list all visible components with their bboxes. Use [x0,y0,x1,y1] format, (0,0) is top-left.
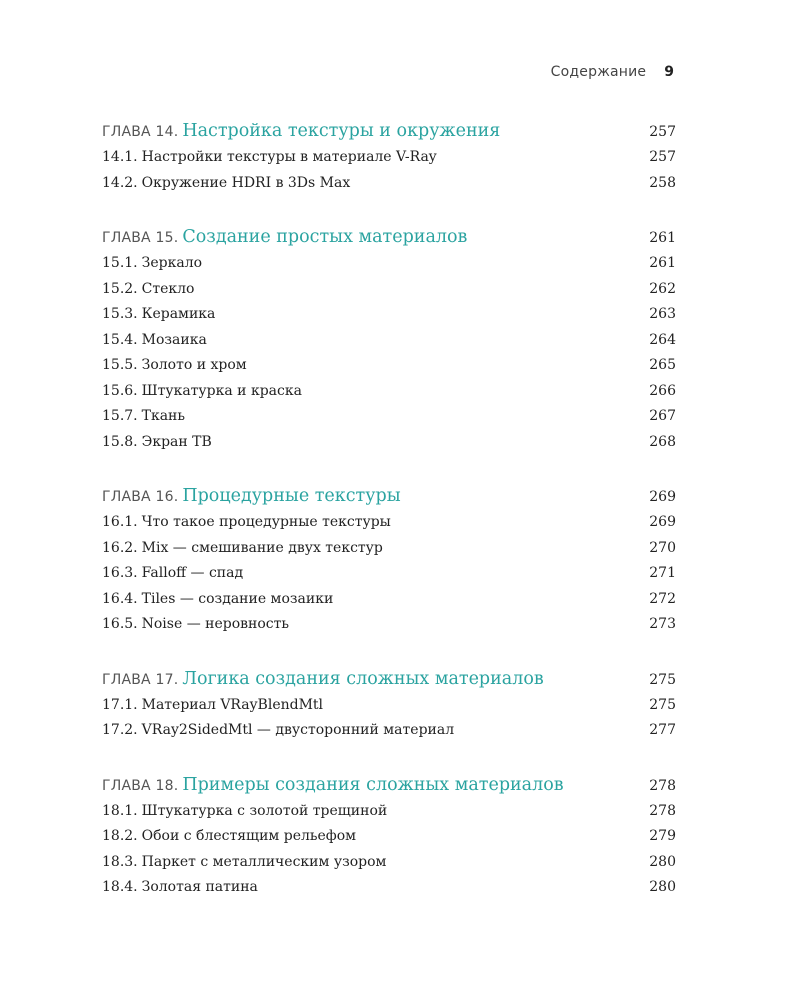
section-title: Зеркало [141,255,203,271]
section-page-number: 277 [649,722,676,738]
section-page-number: 271 [649,565,676,581]
section-number: 15.4. [102,331,138,348]
chapter-block [102,666,676,744]
section-entry[interactable] [102,824,676,850]
section-entry[interactable] [102,612,676,638]
section-heading [102,561,243,587]
section-heading [102,824,356,850]
section-page-number: 267 [649,408,676,424]
chapter-block [102,118,676,196]
section-heading [102,145,437,171]
section-title: Штукатурка с золотой трещиной [141,802,388,819]
section-entry[interactable] [102,799,676,825]
section-number: 17.1. [102,696,138,713]
section-page-number: 261 [649,255,676,271]
chapter-entry[interactable] [102,772,676,799]
section-heading [102,302,215,328]
section-page-number: 268 [649,433,676,450]
section-entry[interactable] [102,302,676,328]
section-page-number: 262 [649,280,676,297]
section-entry[interactable] [102,430,676,456]
section-entry[interactable] [102,536,676,562]
chapter-entry[interactable] [102,483,676,510]
section-heading [102,612,289,638]
chapter-block [102,483,676,638]
section-title: Noise — неровность [141,616,290,632]
section-heading [102,171,350,197]
section-number: 16.3. [102,565,138,581]
section-heading [102,353,247,379]
section-title: Золотая патина [141,879,258,895]
section-entry[interactable] [102,510,676,536]
section-page-number: 258 [649,174,676,191]
section-entry[interactable] [102,277,676,303]
section-entry[interactable] [102,587,676,613]
running-head [551,64,674,80]
section-page-number: 266 [649,382,676,399]
section-page-number: 263 [649,306,676,322]
section-entry[interactable] [102,850,676,876]
section-number: 18.1. [102,802,138,819]
chapter-heading [102,483,401,511]
section-title: Мозаика [141,331,207,348]
section-title: Штукатурка и краска [141,382,302,399]
section-entry[interactable] [102,693,676,719]
table-of-contents [102,118,676,929]
section-entry[interactable] [102,251,676,277]
chapter-page-number: 275 [649,671,676,688]
section-entry[interactable] [102,171,676,197]
section-title: Ткань [141,408,186,424]
chapter-label: ГЛАВА 17. [102,671,179,688]
section-number: 15.7. [102,408,138,424]
section-page-number: 278 [649,802,676,819]
chapter-title: Настройка текстуры и окружения [182,121,501,141]
section-title: Стекло [141,280,195,297]
chapter-heading [102,666,544,694]
page-number: 9 [664,64,674,80]
section-title: VRay2SidedMtl — двусторонний материал [141,722,455,738]
chapter-block [102,772,676,901]
section-heading [102,277,194,303]
section-heading [102,799,387,825]
chapter-title: Процедурные текстуры [182,486,401,506]
section-number: 15.3. [102,306,138,322]
chapter-entry[interactable] [102,666,676,693]
section-page-number: 280 [649,853,676,870]
chapter-block [102,224,676,455]
section-page-number: 273 [649,616,676,632]
section-page-number: 280 [649,879,676,895]
section-page-number: 279 [649,828,676,844]
section-title: Mix — смешивание двух текстур [141,539,383,556]
chapter-label: ГЛАВА 14. [102,124,179,140]
section-page-number: 270 [649,539,676,556]
section-title: Окружение HDRI в 3Ds Max [141,174,351,191]
section-page-number: 272 [649,590,676,607]
section-heading [102,379,302,405]
section-title: Обои с блестящим рельефом [141,828,357,844]
chapter-page-number: 261 [649,230,676,246]
section-number: 14.2. [102,174,138,191]
section-heading [102,430,212,456]
section-page-number: 265 [649,357,676,373]
chapter-entry[interactable] [102,118,676,145]
section-entry[interactable] [102,718,676,744]
chapter-label: ГЛАВА 18. [102,777,179,794]
section-heading [102,328,207,354]
section-title: Tiles — создание мозаики [141,590,334,607]
section-number: 15.8. [102,433,138,450]
section-page-number: 264 [649,331,676,348]
section-title: Настройки текстуры в материале V-Ray [141,149,437,165]
running-head-title: Содержание [550,64,647,80]
section-page-number: 275 [649,696,676,713]
section-heading [102,875,258,901]
section-heading [102,850,386,876]
chapter-heading [102,224,467,252]
section-number: 15.6. [102,382,138,399]
section-number: 15.1. [102,255,138,271]
chapter-page-number: 257 [649,124,676,140]
section-number: 15.5. [102,357,138,373]
chapter-title: Примеры создания сложных материалов [182,774,564,795]
section-entry[interactable] [102,379,676,405]
section-title: Экран ТВ [141,433,212,450]
chapter-page-number: 269 [649,489,676,505]
chapter-heading [102,118,500,146]
section-number: 14.1. [102,149,138,165]
chapter-page-number: 278 [649,777,676,794]
section-title: Что такое процедурные текстуры [141,514,391,530]
section-heading [102,404,185,430]
section-title: Материал VRayBlendMtl [141,696,324,713]
section-entry[interactable] [102,145,676,171]
section-number: 18.2. [102,828,138,844]
chapter-entry[interactable] [102,224,676,251]
section-title: Золото и хром [141,357,247,373]
section-entry[interactable] [102,404,676,430]
section-page-number: 269 [649,514,676,530]
section-number: 16.1. [102,514,138,530]
chapter-label: ГЛАВА 16. [102,489,179,505]
section-number: 16.2. [102,539,138,556]
chapter-label: ГЛАВА 15. [102,230,179,246]
chapter-title: Создание простых материалов [182,227,468,247]
section-title: Falloff — спад [141,565,244,581]
section-entry[interactable] [102,353,676,379]
section-heading [102,536,383,562]
section-heading [102,251,202,277]
section-number: 18.3. [102,853,138,870]
section-heading [102,587,333,613]
section-entry[interactable] [102,328,676,354]
section-heading [102,693,323,719]
section-number: 15.2. [102,280,138,297]
section-heading [102,718,454,744]
section-page-number: 257 [649,149,676,165]
section-title: Керамика [141,306,216,322]
section-entry[interactable] [102,875,676,901]
section-number: 16.4. [102,590,138,607]
section-number: 18.4. [102,879,138,895]
chapter-heading [102,772,564,800]
chapter-title: Логика создания сложных материалов [182,668,544,689]
section-number: 17.2. [102,722,138,738]
section-entry[interactable] [102,561,676,587]
section-heading [102,510,391,536]
section-title: Паркет с металлическим узором [141,853,387,870]
section-number: 16.5. [102,616,138,632]
